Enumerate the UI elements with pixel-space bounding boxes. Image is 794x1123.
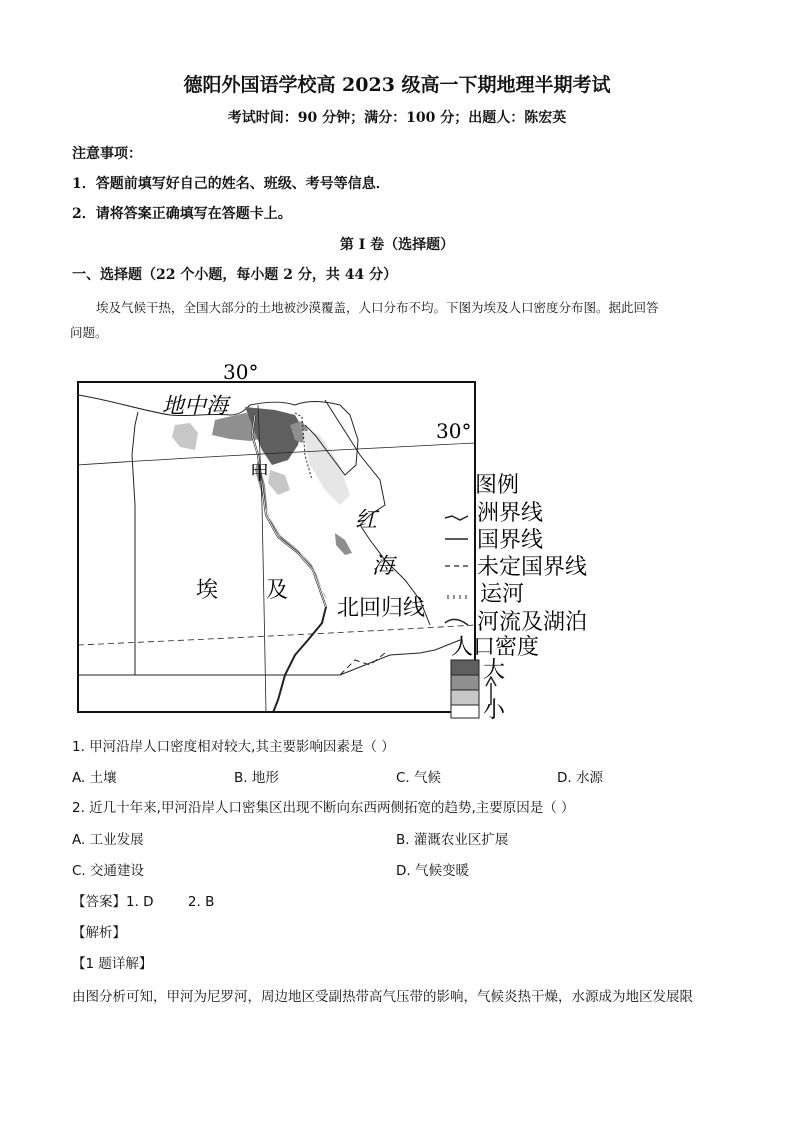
question-1-option-c: C. 气候 xyxy=(396,770,442,786)
lat-label-top: 30° xyxy=(223,360,259,384)
question-1-stem: 1. 甲河沿岸人口密度相对较大,其主要影响因素是（ ） xyxy=(72,739,395,755)
notes-item-1: 1．答题前填写好自己的姓名、班级、考号等信息． xyxy=(72,176,390,192)
density-swatch-mid-high xyxy=(451,675,479,690)
legend-item-3: 未定国界线 xyxy=(477,555,588,580)
legend-item-1: 洲界线 xyxy=(477,501,544,526)
red-sea-label-2: 海 xyxy=(372,554,395,579)
intro-text: 埃及气候干热，全国大部分的土地被沙漠覆盖，人口分布不均。下图为埃及人口密度分布图。据此回答 xyxy=(96,300,659,315)
density-patch xyxy=(335,533,352,555)
canal-icon xyxy=(448,595,466,599)
question-1-option-b: B. 地形 xyxy=(234,770,279,786)
density-high-label: 大 xyxy=(483,658,506,683)
density-title: 人口密度 xyxy=(451,635,540,660)
legend-item-5: 河流及湖泊 xyxy=(477,610,588,635)
answer-label: 【答案】 xyxy=(72,894,126,910)
density-patch xyxy=(172,423,198,450)
legend-item-4: 运河 xyxy=(480,582,525,607)
question-2-option-a: A. 工业发展 xyxy=(72,832,144,848)
density-swatch-high xyxy=(451,660,479,675)
volume-title: 第 I 卷（选择题） xyxy=(339,237,455,253)
red-sea-label-1: 红 xyxy=(355,508,378,533)
density-swatch-mid-low xyxy=(451,690,479,705)
density-patch xyxy=(268,470,290,495)
density-patch xyxy=(302,430,350,505)
continent-boundary-icon xyxy=(445,516,468,520)
question-2-option-c: C. 交通建设 xyxy=(72,863,145,879)
density-swatch-low xyxy=(451,705,479,718)
question-2-option-b: B. 灌溉农业区扩展 xyxy=(396,832,509,848)
western-border xyxy=(132,412,138,675)
section-heading: 一、选择题（22 个小题，每小题 2 分，共 44 分） xyxy=(72,267,398,283)
analysis-sub-label: 【1 题详解】 xyxy=(72,956,153,972)
question-1-option-a: A. 土壤 xyxy=(72,770,117,786)
tropic-line xyxy=(78,625,475,645)
undetermined-border xyxy=(340,653,385,675)
legend-title: 图例 xyxy=(475,473,520,498)
map-legend xyxy=(445,473,587,720)
answer-text: 1. D 2. B xyxy=(126,894,215,910)
country-label-1: 埃 xyxy=(196,578,219,603)
analysis-label: 【解析】 xyxy=(72,925,126,941)
intro-text-cont: 问题。 xyxy=(70,325,108,340)
exam-info: 考试时间：90 分钟；满分：100 分；出题人：陈宏英 xyxy=(227,110,567,126)
mediterranean-label: 地中海 xyxy=(162,394,229,419)
egypt-population-density-map xyxy=(40,355,600,720)
red-sea-coast xyxy=(325,400,430,625)
question-2-option-d: D. 气候变暖 xyxy=(396,863,469,879)
density-low-label: 小 xyxy=(483,698,506,720)
river-label-jia: 甲 xyxy=(250,462,270,484)
legend-item-2: 国界线 xyxy=(477,528,544,553)
lat-label-right: 30° xyxy=(436,419,472,443)
tropic-label: 北回归线 xyxy=(337,596,426,621)
notes-item-2: 2．请将答案正确填写在答题卡上。 xyxy=(72,206,292,222)
notes-heading: 注意事项： xyxy=(72,146,142,162)
answer-line xyxy=(72,890,214,910)
exam-title: 德阳外国语学校高 2023 级高一下期地理半期考试 xyxy=(183,74,611,96)
country-label-2: 及 xyxy=(266,578,289,603)
question-2-stem: 2. 近几十年来,甲河沿岸人口密集区出现不断向东西两侧拓宽的趋势,主要原因是（ ） xyxy=(72,800,575,816)
river-icon xyxy=(445,619,468,625)
question-1-option-d: D. 水源 xyxy=(557,770,603,786)
analysis-text: 由图分析可知，甲河为尼罗河，周边地区受副热带高气压带的影响，气候炎热干燥，水源成为地区发展限 xyxy=(72,989,693,1005)
